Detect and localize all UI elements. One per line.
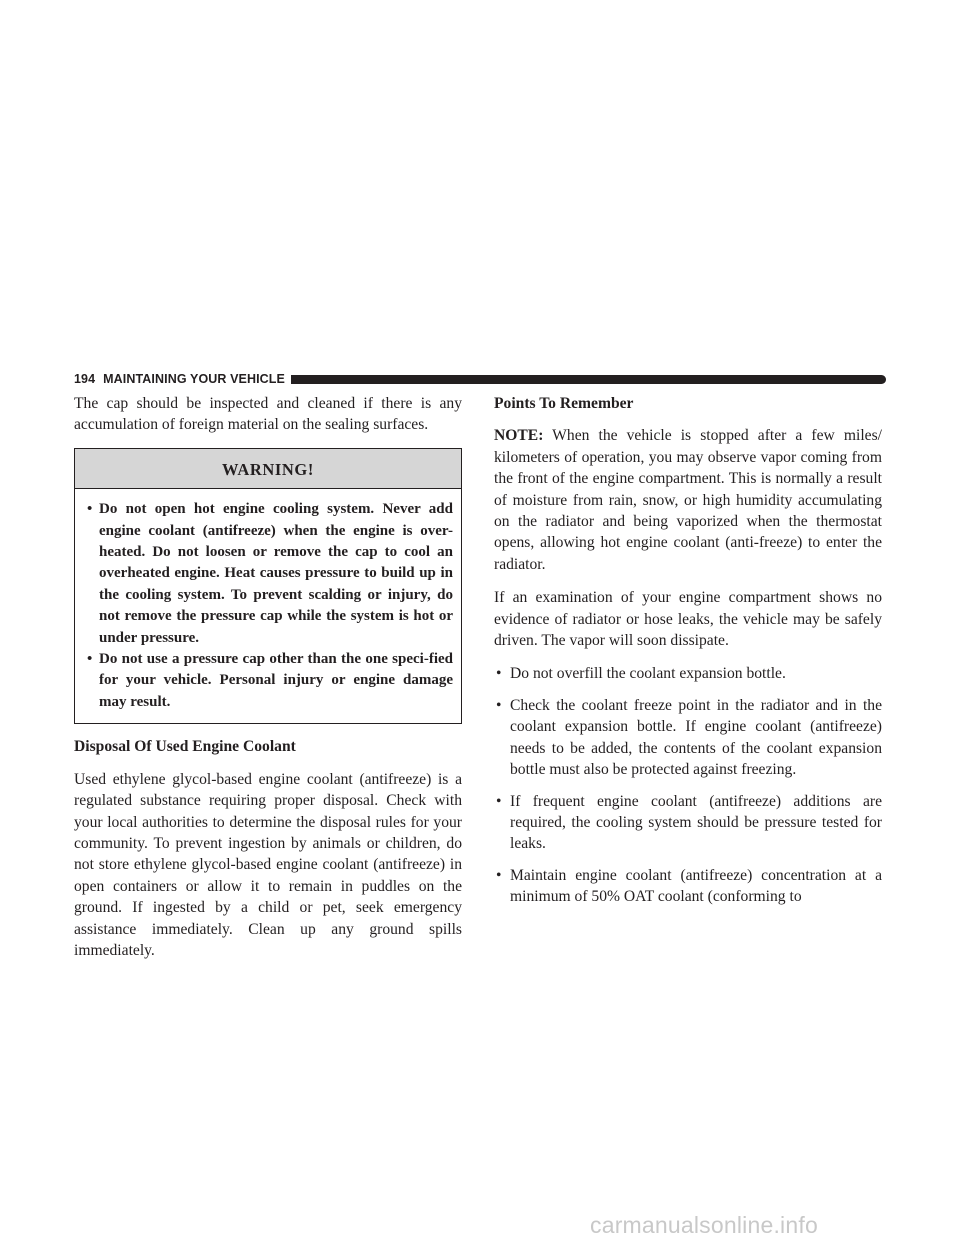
list-item-text: Do not overfill the coolant expansion bottle. bbox=[510, 665, 786, 683]
note-text: When the vehicle is stopped after a few miles/ kilometers of operation, you may observe vapor coming from the front of the engine compartment. This is normally a result of moisture from rain, snow, or high humidity accumulating on the radiator and being vaporized when the thermostat opens, allowing hot engine coolant (anti-freeze) to enter the radiator. bbox=[494, 427, 882, 573]
right-column bbox=[494, 393, 882, 918]
note-paragraph bbox=[494, 425, 882, 575]
list-item-text: Check the coolant freeze point in the radiator and in the coolant expansion bottle. If engine coolant (antifreeze) needs to be added, the contents of the coolant expansion bottle must also be protected against freezing. bbox=[510, 696, 882, 779]
page-number: 194 bbox=[74, 372, 96, 386]
examination-paragraph: If an examination of your engine compartment shows no evidence of radiator or hose leaks, the vehicle may be safely driven. The vapor will soon dissipate. bbox=[494, 589, 882, 650]
section-title: MAINTAINING YOUR VEHICLE bbox=[103, 372, 285, 386]
warning-item-text: Do not use a pressure cap other than the one speci-fied for your vehicle. Personal injury or engine damage may result. bbox=[99, 651, 453, 710]
list-item bbox=[494, 663, 882, 684]
warning-box bbox=[74, 448, 462, 724]
bullet-icon: • bbox=[496, 866, 502, 884]
watermark-logo: carmanualsonline.info bbox=[590, 1212, 818, 1238]
intro-paragraph: The cap should be inspected and cleaned if there is any accumulation of foreign material on the sealing surfaces. bbox=[74, 395, 462, 434]
list-item-text: If frequent engine coolant (antifreeze) additions are required, the cooling system should be pressure tested for leaks. bbox=[510, 792, 882, 853]
warning-item-text: Do not open hot engine cooling system. Never add engine coolant (antifreeze) when the engine is over-heated. Do not loosen or remove the cap to cool an overheated engine. Heat causes pressure to build up in the cooling system. To prevent scalding or injury, do not remove the pressure cap while the system is hot or under pressure. bbox=[99, 501, 453, 646]
disposal-paragraph: Used ethylene glycol-based engine coolant (antifreeze) is a regulated substance requiring proper disposal. Check with your local authorities to determine the disposal rules for your community. To prevent ingestion by animals or children, do not store ethylene glycol-based engine coolant (antifreeze) in open containers or allow it to remain in puddles on the ground. If ingested by a child or pet, seek emergency assistance immediately. Clean up any ground spills immediately. bbox=[74, 770, 462, 959]
bullet-icon: • bbox=[496, 665, 502, 683]
bullet-icon: • bbox=[496, 696, 502, 714]
disposal-heading: Disposal Of Used Engine Coolant bbox=[74, 738, 296, 756]
note-label: NOTE: bbox=[494, 427, 544, 445]
warning-item bbox=[87, 649, 453, 713]
list-item-text: Maintain engine coolant (antifreeze) concentration at a minimum of 50% OAT coolant (conforming to bbox=[510, 866, 882, 906]
header-rule bbox=[291, 375, 886, 384]
list-item bbox=[494, 695, 882, 781]
list-item bbox=[494, 791, 882, 855]
warning-item bbox=[87, 499, 453, 649]
warning-title: WARNING! bbox=[75, 449, 461, 489]
page-header bbox=[74, 372, 886, 386]
list-item bbox=[494, 865, 882, 908]
points-heading: Points To Remember bbox=[494, 395, 634, 412]
warning-list bbox=[75, 489, 461, 723]
bullet-list bbox=[494, 663, 882, 907]
bullet-icon: • bbox=[87, 501, 93, 518]
bullet-icon: • bbox=[87, 651, 93, 668]
bullet-icon: • bbox=[496, 792, 502, 810]
left-column bbox=[74, 393, 462, 973]
